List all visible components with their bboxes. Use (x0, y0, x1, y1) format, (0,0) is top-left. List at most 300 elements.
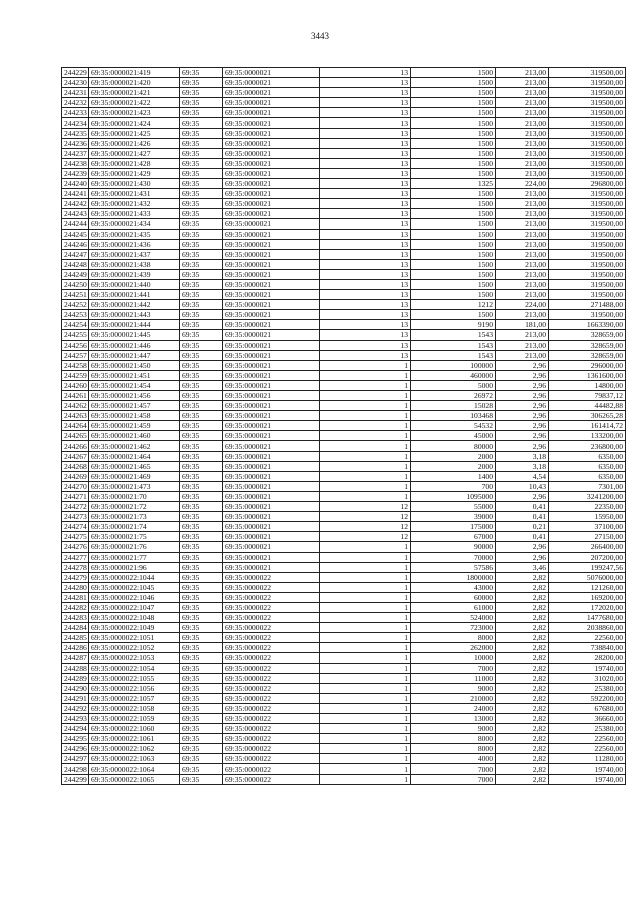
table-row (62, 714, 626, 724)
cadastral-value-cell: 319500,00 (549, 239, 626, 249)
row-number-cell: 244260 (62, 380, 89, 390)
area-value-cell: 1500 (411, 158, 496, 168)
cadastral-quarter-cell: 69:35:0000022 (223, 724, 320, 734)
land-category-code-cell: 13 (320, 199, 411, 209)
district-code-cell: 69:35 (180, 623, 223, 633)
specific-value-cell: 213,00 (496, 78, 549, 88)
district-code-cell: 69:35 (180, 168, 223, 178)
specific-value-cell: 2,82 (496, 744, 549, 754)
district-code-cell: 69:35 (180, 279, 223, 289)
row-number-cell: 244290 (62, 683, 89, 693)
cadastral-number-cell: 69:35:0000021:447 (89, 350, 180, 360)
district-code-cell: 69:35 (180, 542, 223, 552)
cadastral-quarter-cell: 69:35:0000021 (223, 552, 320, 562)
district-code-cell: 69:35 (180, 703, 223, 713)
land-category-code-cell: 1 (320, 613, 411, 623)
table-row (62, 562, 626, 572)
cadastral-number-cell: 69:35:0000021:427 (89, 148, 180, 158)
land-category-code-cell: 13 (320, 279, 411, 289)
cadastral-number-cell: 69:35:0000021:432 (89, 199, 180, 209)
land-category-code-cell: 1 (320, 481, 411, 491)
cadastral-number-cell: 69:35:0000022:1060 (89, 724, 180, 734)
table-row (62, 613, 626, 623)
land-category-code-cell: 1 (320, 774, 411, 784)
row-number-cell: 244251 (62, 290, 89, 300)
land-category-code-cell: 1 (320, 441, 411, 451)
district-code-cell: 69:35 (180, 360, 223, 370)
row-number-cell: 244248 (62, 259, 89, 269)
area-value-cell: 8000 (411, 744, 496, 754)
cadastral-quarter-cell: 69:35:0000021 (223, 481, 320, 491)
specific-value-cell: 213,00 (496, 350, 549, 360)
district-code-cell: 69:35 (180, 209, 223, 219)
district-code-cell: 69:35 (180, 391, 223, 401)
table-row (62, 683, 626, 693)
area-value-cell: 1500 (411, 98, 496, 108)
land-category-code-cell: 13 (320, 168, 411, 178)
land-category-code-cell: 13 (320, 330, 411, 340)
cadastral-quarter-cell: 69:35:0000022 (223, 774, 320, 784)
cadastral-number-cell: 69:35:0000022:1048 (89, 613, 180, 623)
row-number-cell: 244239 (62, 168, 89, 178)
table-row (62, 78, 626, 88)
area-value-cell: 8000 (411, 734, 496, 744)
specific-value-cell: 0,41 (496, 502, 549, 512)
district-code-cell: 69:35 (180, 431, 223, 441)
cadastral-value-cell: 328659,00 (549, 350, 626, 360)
land-category-code-cell: 13 (320, 158, 411, 168)
cadastral-number-cell: 69:35:0000021:74 (89, 522, 180, 532)
table-row (62, 461, 626, 471)
cadastral-quarter-cell: 69:35:0000022 (223, 754, 320, 764)
cadastral-value-cell: 27150,00 (549, 532, 626, 542)
land-category-code-cell: 1 (320, 754, 411, 764)
row-number-cell: 244293 (62, 714, 89, 724)
specific-value-cell: 2,82 (496, 673, 549, 683)
land-category-code-cell: 1 (320, 451, 411, 461)
cadastral-quarter-cell: 69:35:0000022 (223, 633, 320, 643)
specific-value-cell: 2,82 (496, 602, 549, 612)
row-number-cell: 244294 (62, 724, 89, 734)
row-number-cell: 244261 (62, 391, 89, 401)
row-number-cell: 244253 (62, 310, 89, 320)
district-code-cell: 69:35 (180, 693, 223, 703)
table-row (62, 502, 626, 512)
row-number-cell: 244241 (62, 189, 89, 199)
area-value-cell: 2000 (411, 451, 496, 461)
area-value-cell: 67000 (411, 532, 496, 542)
area-value-cell: 1500 (411, 189, 496, 199)
district-code-cell: 69:35 (180, 269, 223, 279)
cadastral-number-cell: 69:35:0000021:450 (89, 360, 180, 370)
district-code-cell: 69:35 (180, 562, 223, 572)
specific-value-cell: 213,00 (496, 239, 549, 249)
district-code-cell: 69:35 (180, 189, 223, 199)
table-row (62, 229, 626, 239)
specific-value-cell: 0,41 (496, 532, 549, 542)
land-category-code-cell: 13 (320, 108, 411, 118)
district-code-cell: 69:35 (180, 582, 223, 592)
cadastral-number-cell: 69:35:0000021:435 (89, 229, 180, 239)
table-row (62, 209, 626, 219)
cadastral-number-cell: 69:35:0000021:439 (89, 269, 180, 279)
cadastral-value-cell: 319500,00 (549, 189, 626, 199)
cadastral-number-cell: 69:35:0000021:422 (89, 98, 180, 108)
district-code-cell: 69:35 (180, 774, 223, 784)
cadastral-value-cell: 738840,00 (549, 643, 626, 653)
table-row (62, 431, 626, 441)
cadastral-value-cell: 1361600,00 (549, 370, 626, 380)
table-row (62, 602, 626, 612)
cadastral-quarter-cell: 69:35:0000022 (223, 643, 320, 653)
land-category-code-cell: 1 (320, 461, 411, 471)
specific-value-cell: 213,00 (496, 189, 549, 199)
area-value-cell: 103468 (411, 411, 496, 421)
land-category-code-cell: 1 (320, 673, 411, 683)
district-code-cell: 69:35 (180, 512, 223, 522)
specific-value-cell: 213,00 (496, 148, 549, 158)
specific-value-cell: 2,96 (496, 370, 549, 380)
area-value-cell: 61000 (411, 602, 496, 612)
cadastral-number-cell: 69:35:0000021:420 (89, 78, 180, 88)
district-code-cell: 69:35 (180, 68, 223, 78)
row-number-cell: 244244 (62, 219, 89, 229)
cadastral-number-cell: 69:35:0000021:419 (89, 68, 180, 78)
area-value-cell: 2000 (411, 461, 496, 471)
cadastral-number-cell: 69:35:0000021:454 (89, 380, 180, 390)
area-value-cell: 39000 (411, 512, 496, 522)
table-row (62, 623, 626, 633)
land-category-code-cell: 13 (320, 229, 411, 239)
cadastral-value-cell: 207200,00 (549, 552, 626, 562)
cadastral-number-cell: 69:35:0000021:459 (89, 421, 180, 431)
cadastral-number-cell: 69:35:0000022:1051 (89, 633, 180, 643)
row-number-cell: 244278 (62, 562, 89, 572)
specific-value-cell: 213,00 (496, 340, 549, 350)
table-row (62, 401, 626, 411)
cadastral-quarter-cell: 69:35:0000021 (223, 401, 320, 411)
table-row (62, 643, 626, 653)
specific-value-cell: 213,00 (496, 168, 549, 178)
area-value-cell: 60000 (411, 592, 496, 602)
area-value-cell: 55000 (411, 502, 496, 512)
cadastral-value-cell: 172020,00 (549, 602, 626, 612)
land-category-code-cell: 1 (320, 734, 411, 744)
specific-value-cell: 213,00 (496, 290, 549, 300)
cadastral-value-cell: 199247,56 (549, 562, 626, 572)
cadastral-number-cell: 69:35:0000021:430 (89, 179, 180, 189)
specific-value-cell: 213,00 (496, 199, 549, 209)
cadastral-quarter-cell: 69:35:0000022 (223, 734, 320, 744)
cadastral-value-cell: 319500,00 (549, 259, 626, 269)
land-category-code-cell: 1 (320, 562, 411, 572)
district-code-cell: 69:35 (180, 401, 223, 411)
cadastral-quarter-cell: 69:35:0000021 (223, 310, 320, 320)
area-value-cell: 8000 (411, 633, 496, 643)
cadastral-value-cell: 236800,00 (549, 441, 626, 451)
row-number-cell: 244252 (62, 300, 89, 310)
cadastral-value-cell: 31020,00 (549, 673, 626, 683)
cadastral-number-cell: 69:35:0000022:1059 (89, 714, 180, 724)
row-number-cell: 244246 (62, 239, 89, 249)
cadastral-quarter-cell: 69:35:0000022 (223, 683, 320, 693)
row-number-cell: 244234 (62, 118, 89, 128)
cadastral-number-cell: 69:35:0000021:431 (89, 189, 180, 199)
row-number-cell: 244237 (62, 148, 89, 158)
district-code-cell: 69:35 (180, 158, 223, 168)
area-value-cell: 1500 (411, 88, 496, 98)
district-code-cell: 69:35 (180, 179, 223, 189)
area-value-cell: 1500 (411, 249, 496, 259)
specific-value-cell: 2,82 (496, 764, 549, 774)
land-category-code-cell: 1 (320, 602, 411, 612)
district-code-cell: 69:35 (180, 128, 223, 138)
specific-value-cell: 2,96 (496, 421, 549, 431)
table-row (62, 441, 626, 451)
cadastral-value-cell: 319500,00 (549, 249, 626, 259)
area-value-cell: 1325 (411, 179, 496, 189)
cadastral-quarter-cell: 69:35:0000021 (223, 239, 320, 249)
district-code-cell: 69:35 (180, 350, 223, 360)
cadastral-quarter-cell: 69:35:0000021 (223, 522, 320, 532)
area-value-cell: 1500 (411, 128, 496, 138)
area-value-cell: 262000 (411, 643, 496, 653)
land-category-code-cell: 1 (320, 643, 411, 653)
land-category-code-cell: 1 (320, 491, 411, 501)
table-row (62, 350, 626, 360)
table-row (62, 744, 626, 754)
cadastral-value-cell: 19740,00 (549, 663, 626, 673)
area-value-cell: 1500 (411, 229, 496, 239)
cadastral-value-cell: 19740,00 (549, 764, 626, 774)
area-value-cell: 45000 (411, 431, 496, 441)
table-row (62, 764, 626, 774)
specific-value-cell: 213,00 (496, 138, 549, 148)
cadastral-quarter-cell: 69:35:0000021 (223, 158, 320, 168)
table-row (62, 724, 626, 734)
specific-value-cell: 2,82 (496, 592, 549, 602)
specific-value-cell: 2,82 (496, 754, 549, 764)
row-number-cell: 244295 (62, 734, 89, 744)
land-category-code-cell: 1 (320, 421, 411, 431)
table-row (62, 774, 626, 784)
cadastral-quarter-cell: 69:35:0000021 (223, 199, 320, 209)
land-category-code-cell: 1 (320, 552, 411, 562)
specific-value-cell: 213,00 (496, 269, 549, 279)
row-number-cell: 244238 (62, 158, 89, 168)
cadastral-number-cell: 69:35:0000022:1045 (89, 582, 180, 592)
district-code-cell: 69:35 (180, 451, 223, 461)
table-row (62, 118, 626, 128)
area-value-cell: 100000 (411, 360, 496, 370)
cadastral-quarter-cell: 69:35:0000022 (223, 703, 320, 713)
cadastral-quarter-cell: 69:35:0000021 (223, 441, 320, 451)
cadastral-quarter-cell: 69:35:0000021 (223, 269, 320, 279)
district-code-cell: 69:35 (180, 724, 223, 734)
row-number-cell: 244286 (62, 643, 89, 653)
district-code-cell: 69:35 (180, 239, 223, 249)
cadastral-number-cell: 69:35:0000021:438 (89, 259, 180, 269)
cadastral-quarter-cell: 69:35:0000021 (223, 78, 320, 88)
cadastral-value-cell: 319500,00 (549, 138, 626, 148)
cadastral-value-cell: 319500,00 (549, 310, 626, 320)
specific-value-cell: 2,82 (496, 613, 549, 623)
land-category-code-cell: 13 (320, 189, 411, 199)
row-number-cell: 244276 (62, 542, 89, 552)
cadastral-number-cell: 69:35:0000021:96 (89, 562, 180, 572)
district-code-cell: 69:35 (180, 734, 223, 744)
cadastral-quarter-cell: 69:35:0000021 (223, 562, 320, 572)
cadastral-value-cell: 319500,00 (549, 279, 626, 289)
cadastral-number-cell: 69:35:0000022:1062 (89, 744, 180, 754)
specific-value-cell: 2,82 (496, 693, 549, 703)
land-category-code-cell: 1 (320, 703, 411, 713)
row-number-cell: 244236 (62, 138, 89, 148)
land-category-code-cell: 13 (320, 128, 411, 138)
cadastral-value-cell: 161414,72 (549, 421, 626, 431)
table-row (62, 491, 626, 501)
specific-value-cell: 2,82 (496, 663, 549, 673)
table-row (62, 219, 626, 229)
row-number-cell: 244263 (62, 411, 89, 421)
district-code-cell: 69:35 (180, 411, 223, 421)
cadastral-number-cell: 69:35:0000022:1054 (89, 663, 180, 673)
cadastral-value-cell: 22560,00 (549, 633, 626, 643)
cadastral-quarter-cell: 69:35:0000022 (223, 602, 320, 612)
cadastral-quarter-cell: 69:35:0000022 (223, 744, 320, 754)
table-row (62, 88, 626, 98)
specific-value-cell: 213,00 (496, 330, 549, 340)
row-number-cell: 244249 (62, 269, 89, 279)
specific-value-cell: 2,82 (496, 582, 549, 592)
specific-value-cell: 2,82 (496, 623, 549, 633)
area-value-cell: 9000 (411, 724, 496, 734)
cadastral-number-cell: 69:35:0000021:456 (89, 391, 180, 401)
table-row (62, 380, 626, 390)
table-row (62, 259, 626, 269)
page-number: 3443 (311, 31, 329, 41)
row-number-cell: 244266 (62, 441, 89, 451)
specific-value-cell: 2,82 (496, 633, 549, 643)
area-value-cell: 1500 (411, 108, 496, 118)
cadastral-quarter-cell: 69:35:0000021 (223, 421, 320, 431)
specific-value-cell: 2,82 (496, 653, 549, 663)
district-code-cell: 69:35 (180, 491, 223, 501)
land-category-code-cell: 1 (320, 360, 411, 370)
row-number-cell: 244292 (62, 703, 89, 713)
row-number-cell: 244283 (62, 613, 89, 623)
row-number-cell: 244297 (62, 754, 89, 764)
cadastral-number-cell: 69:35:0000021:469 (89, 471, 180, 481)
cadastral-quarter-cell: 69:35:0000021 (223, 290, 320, 300)
area-value-cell: 70000 (411, 552, 496, 562)
district-code-cell: 69:35 (180, 673, 223, 683)
row-number-cell: 244262 (62, 401, 89, 411)
area-value-cell: 1500 (411, 78, 496, 88)
area-value-cell: 1500 (411, 310, 496, 320)
specific-value-cell: 213,00 (496, 68, 549, 78)
table-row (62, 310, 626, 320)
specific-value-cell: 4,54 (496, 471, 549, 481)
cadastral-value-cell: 1477680,00 (549, 613, 626, 623)
land-category-code-cell: 13 (320, 310, 411, 320)
area-value-cell: 24000 (411, 703, 496, 713)
specific-value-cell: 213,00 (496, 98, 549, 108)
cadastral-quarter-cell: 69:35:0000021 (223, 340, 320, 350)
district-code-cell: 69:35 (180, 602, 223, 612)
cadastral-value-cell: 1663390,00 (549, 320, 626, 330)
area-value-cell: 1500 (411, 290, 496, 300)
area-value-cell: 1095000 (411, 491, 496, 501)
area-value-cell: 57586 (411, 562, 496, 572)
table-row (62, 179, 626, 189)
cadastral-quarter-cell: 69:35:0000021 (223, 360, 320, 370)
cadastral-number-cell: 69:35:0000022:1057 (89, 693, 180, 703)
table-row (62, 572, 626, 582)
table-row (62, 239, 626, 249)
cadastral-number-cell: 69:35:0000021:444 (89, 320, 180, 330)
row-number-cell: 244243 (62, 209, 89, 219)
land-category-code-cell: 1 (320, 663, 411, 673)
row-number-cell: 244284 (62, 623, 89, 633)
district-code-cell: 69:35 (180, 461, 223, 471)
cadastral-number-cell: 69:35:0000021:434 (89, 219, 180, 229)
table-row (62, 693, 626, 703)
row-number-cell: 244256 (62, 340, 89, 350)
table-row (62, 481, 626, 491)
cadastral-value-cell: 36660,00 (549, 714, 626, 724)
area-value-cell: 7000 (411, 663, 496, 673)
cadastral-quarter-cell: 69:35:0000022 (223, 653, 320, 663)
land-category-code-cell: 13 (320, 179, 411, 189)
cadastral-value-cell: 319500,00 (549, 98, 626, 108)
cadastral-value-cell: 25380,00 (549, 683, 626, 693)
land-category-code-cell: 1 (320, 380, 411, 390)
table-row (62, 703, 626, 713)
cadastral-quarter-cell: 69:35:0000022 (223, 582, 320, 592)
specific-value-cell: 10,43 (496, 481, 549, 491)
table-row (62, 158, 626, 168)
cadastral-value-cell: 306265,28 (549, 411, 626, 421)
land-category-code-cell: 13 (320, 340, 411, 350)
cadastral-quarter-cell: 69:35:0000021 (223, 431, 320, 441)
specific-value-cell: 213,00 (496, 209, 549, 219)
cadastral-value-cell: 319500,00 (549, 78, 626, 88)
area-value-cell: 460000 (411, 370, 496, 380)
district-code-cell: 69:35 (180, 98, 223, 108)
cadastral-value-cell: 19740,00 (549, 774, 626, 784)
row-number-cell: 244296 (62, 744, 89, 754)
table-row (62, 249, 626, 259)
cadastral-quarter-cell: 69:35:0000021 (223, 512, 320, 522)
cadastral-number-cell: 69:35:0000021:465 (89, 461, 180, 471)
table-row (62, 279, 626, 289)
cadastral-quarter-cell: 69:35:0000021 (223, 471, 320, 481)
district-code-cell: 69:35 (180, 714, 223, 724)
cadastral-value-cell: 319500,00 (549, 209, 626, 219)
cadastral-value-cell: 121260,00 (549, 582, 626, 592)
district-code-cell: 69:35 (180, 471, 223, 481)
land-category-code-cell: 1 (320, 370, 411, 380)
row-number-cell: 244242 (62, 199, 89, 209)
table-row (62, 330, 626, 340)
cadastral-quarter-cell: 69:35:0000021 (223, 189, 320, 199)
area-value-cell: 13000 (411, 714, 496, 724)
specific-value-cell: 2,82 (496, 734, 549, 744)
table-row (62, 754, 626, 764)
table-row (62, 128, 626, 138)
row-number-cell: 244273 (62, 512, 89, 522)
